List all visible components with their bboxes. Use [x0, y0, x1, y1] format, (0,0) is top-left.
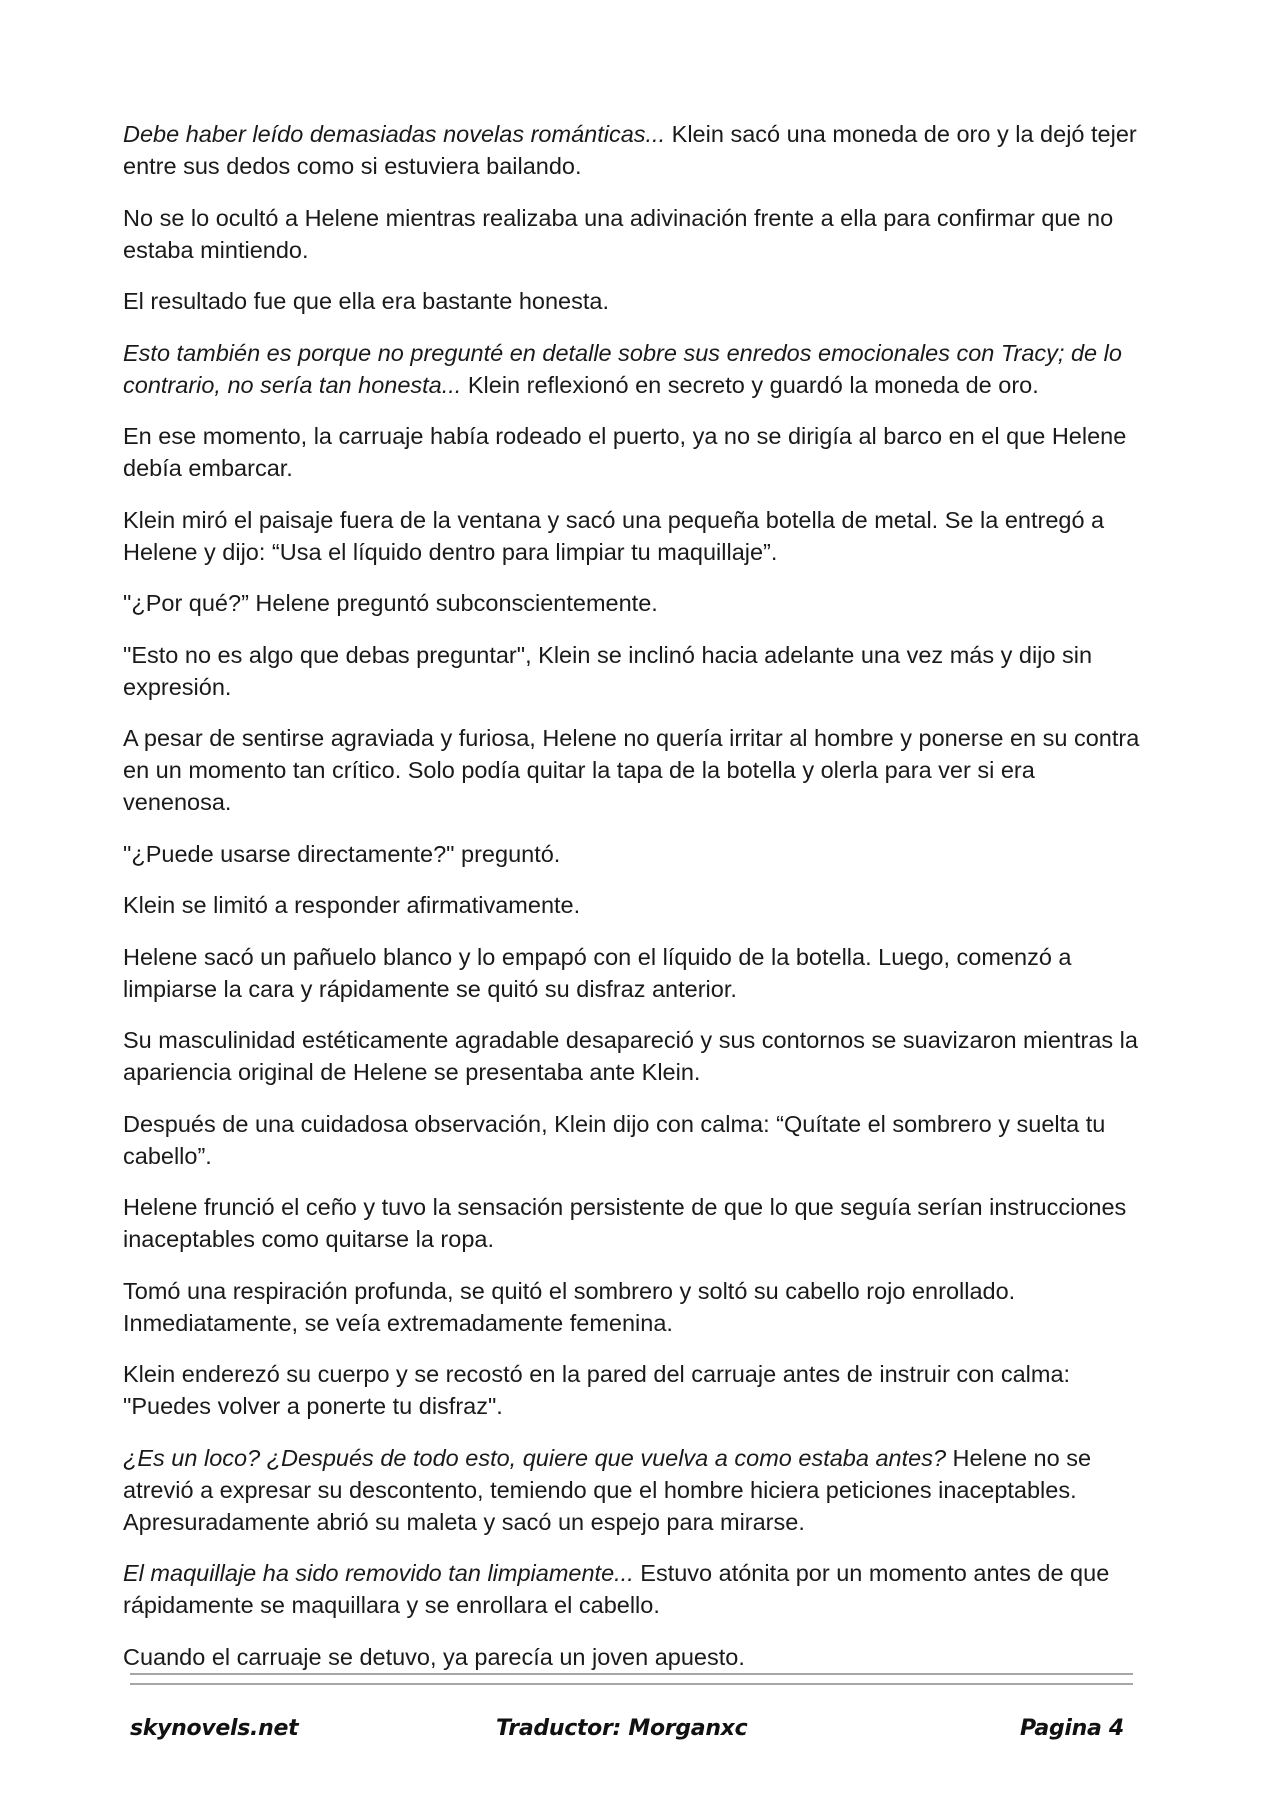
paragraph: [123, 1641, 1143, 1673]
paragraph-segment: Klein miró el paisaje fuera de la ventana y sacó una pequeña botella de metal. Se la entregó a Helene y dijo: “Usa el líquido dentro para limpiar tu maquillaje”.: [123, 506, 1105, 565]
paragraph-segment: No se lo ocultó a Helene mientras realizaba una adivinación frente a ella para confirmar que no estaba mintiendo.: [123, 204, 1114, 263]
page-body: [123, 118, 1143, 1692]
paragraph: [123, 639, 1143, 703]
paragraph: [123, 202, 1143, 266]
paragraph-segment: Su masculinidad estéticamente agradable desapareció y sus contornos se suavizaron mientras la apariencia original de Helene se presentaba ante Klein.: [123, 1027, 1138, 1085]
paragraph: [123, 722, 1143, 818]
paragraph-segment: Klein sacó una moneda de oro y la dejó tejer entre sus dedos como si estuviera bailando.: [123, 121, 1137, 179]
paragraph-segment: "¿Puede usarse directamente?" preguntó.: [123, 840, 561, 867]
paragraph: [123, 889, 1143, 921]
paragraph-segment: A pesar de sentirse agraviada y furiosa, Helene no quería irritar al hombre y ponerse en su contra en un momento tan crítico. Solo podía quitar la tapa de la botella y olerla para ver si era venenosa.: [123, 725, 1140, 815]
paragraph-segment: Klein enderezó su cuerpo y se recostó en la pared del carruaje antes de instruir con calma: "Puedes volver a ponerte tu disfraz".: [123, 1361, 1071, 1419]
footer-divider-top: [130, 1673, 1133, 1675]
footer-site-name: skynovels.net: [130, 1716, 299, 1741]
paragraph-segment: En ese momento, la carruaje había rodeado el puerto, ya no se dirigía al barco en el que Helene debía embarcar.: [123, 423, 1127, 481]
paragraph-segment: Cuando el carruaje se detuvo, ya parecía un joven apuesto.: [123, 1643, 745, 1670]
paragraph: [123, 1442, 1143, 1538]
paragraph-italic-segment: El maquillaje ha sido removido tan limpiamente...: [123, 1560, 634, 1586]
paragraph: [123, 838, 1143, 870]
paragraph-segment: Helene no se atrevió a expresar su descontento, temiendo que el hombre hiciera peticiones inaceptables. Apresuradamente abrió su maleta y sacó un espejo para mirarse.: [123, 1444, 1092, 1535]
paragraph-segment: "Esto no es algo que debas preguntar", Klein se inclinó hacia adelante una vez más y dijo sin expresión.: [123, 641, 1093, 700]
paragraph: [123, 587, 1143, 619]
paragraph: [123, 420, 1143, 484]
paragraph: [123, 1191, 1143, 1255]
paragraph: [123, 337, 1143, 401]
paragraph-italic-segment: Esto también es porque no pregunté en detalle sobre sus enredos emocionales con Tracy; de lo contrario, no sería tan honesta...: [123, 339, 1122, 398]
paragraph: [123, 1275, 1143, 1339]
paragraph: [123, 1024, 1143, 1088]
paragraph: [123, 118, 1143, 182]
paragraph: [123, 941, 1143, 1005]
paragraph-segment: Klein reflexionó en secreto y guardó la moneda de oro.: [461, 371, 1039, 398]
paragraph-segment: Después de una cuidadosa observación, Klein dijo con calma: “Quítate el sombrero y suelta tu cabello”.: [123, 1110, 1106, 1169]
paragraph: [123, 1358, 1143, 1422]
footer-translator-credit: Traductor: Morganxc: [496, 1716, 748, 1741]
paragraph-segment: Tomó una respiración profunda, se quitó el sombrero y soltó su cabello rojo enrollado. Inmediatamente, se veía extremadamente femenina.: [123, 1277, 1016, 1336]
paragraph-segment: El resultado fue que ella era bastante honesta.: [123, 288, 610, 314]
paragraph-segment: Helene sacó un pañuelo blanco y lo empapó con el líquido de la botella. Luego, comenzó a limpiarse la cara y rápidamente se quitó su disfraz anterior.: [123, 943, 1072, 1002]
paragraph-segment: Helene frunció el ceño y tuvo la sensación persistente de que lo que seguía serían instrucciones inaceptables como quitarse la ropa.: [123, 1194, 1127, 1252]
paragraph-segment: Estuvo atónita por un momento antes de que rápidamente se maquillara y se enrollara el cabello.: [123, 1560, 1110, 1618]
footer-divider-bottom: [130, 1683, 1133, 1685]
paragraph: [123, 1557, 1143, 1621]
paragraph-segment: Klein se limitó a responder afirmativamente.: [123, 892, 581, 918]
paragraph-italic-segment: Debe haber leído demasiadas novelas románticas...: [123, 121, 666, 147]
paragraph: [123, 1108, 1143, 1172]
paragraph: [123, 285, 1143, 317]
paragraph: [123, 504, 1143, 568]
paragraph-segment: "¿Por qué?” Helene preguntó subconscientemente.: [123, 590, 658, 616]
paragraph-italic-segment: ¿Es un loco? ¿Después de todo esto, quiere que vuelva a como estaba antes?: [123, 1444, 947, 1471]
footer-page-number: Pagina 4: [1020, 1716, 1124, 1741]
